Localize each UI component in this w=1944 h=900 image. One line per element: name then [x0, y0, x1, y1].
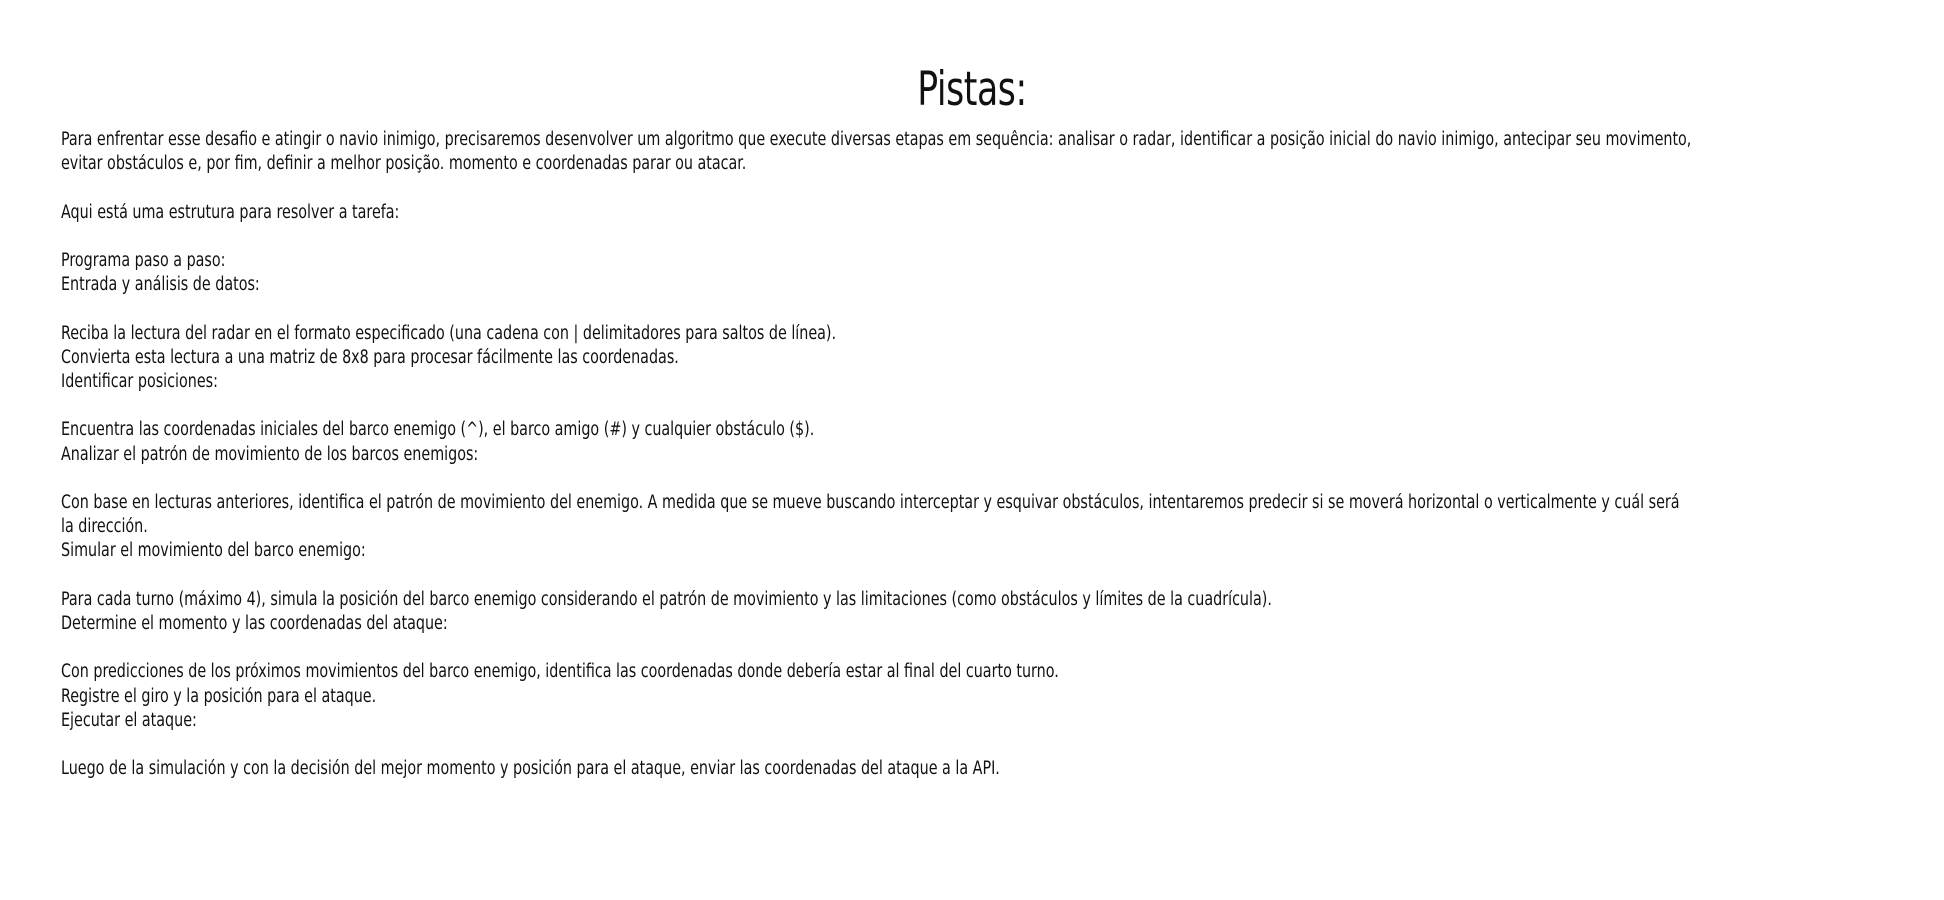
text-line: Determine el momento y las coordenadas del ataque:	[61, 612, 448, 634]
spacer	[61, 297, 1891, 321]
text-line: evitar obstáculos e, por fim, definir a melhor posição. momento e coordenadas parar ou atacar.	[61, 153, 747, 175]
text-line: Convierta esta lectura a una matriz de 8x8 para procesar fácilmente las coordenadas.	[61, 346, 679, 368]
spacer	[61, 176, 1891, 200]
text-line: Reciba la lectura del radar en el formato especificado (una cadena con | delimitadores para saltos de línea).	[61, 322, 837, 344]
page-title: Pistas:	[917, 62, 1027, 117]
text-line: Entrada y análisis de datos:	[61, 274, 260, 296]
text-line: Con predicciones de los próximos movimientos del barco enemigo, identifica las coordenadas donde debería estar al final del cuarto turno.	[61, 661, 1059, 683]
hints-body	[61, 128, 1891, 781]
text-line: Con base en lecturas anteriores, identifica el patrón de movimiento del enemigo. A medida que se mueve buscando interceptar y esquivar obstáculos, intentaremos predecir si se moverá horizontal o verticalmente y cuál será	[61, 491, 1680, 513]
text-line: Programa paso a paso:	[61, 249, 226, 271]
text-line: Registre el giro y la posición para el ataque.	[61, 685, 377, 707]
spacer	[61, 225, 1891, 249]
spacer	[61, 636, 1891, 660]
text-line: Identificar posiciones:	[61, 370, 218, 392]
spacer	[61, 564, 1891, 588]
spacer	[61, 467, 1891, 491]
text-line: Luego de la simulación y con la decisión del mejor momento y posición para el ataque, enviar las coordenadas del ataque a la API.	[61, 758, 1000, 780]
spacer	[61, 733, 1891, 757]
text-line: Encuentra las coordenadas iniciales del barco enemigo (^), el barco amigo (#) y cualquier obstáculo ($).	[61, 419, 815, 441]
text-line: Ejecutar el ataque:	[61, 709, 197, 731]
spacer	[61, 394, 1891, 418]
text-line: Analizar el patrón de movimiento de los barcos enemigos:	[61, 443, 479, 465]
text-line: Simular el movimiento del barco enemigo:	[61, 540, 366, 562]
text-line: Aqui está uma estrutura para resolver a tarefa:	[61, 201, 400, 223]
text-line: Para cada turno (máximo 4), simula la posición del barco enemigo considerando el patrón de movimiento y las limitaciones (como obstáculos y límites de la cuadrícula).	[61, 588, 1272, 610]
text-line: la dirección.	[61, 516, 148, 538]
text-line: Para enfrentar esse desafio e atingir o navio inimigo, precisaremos desenvolver um algoritmo que execute diversas etapas em sequência: analisar o radar, identificar a posição inicial do navio inimigo, antecipar seu movimento,	[61, 129, 1692, 150]
